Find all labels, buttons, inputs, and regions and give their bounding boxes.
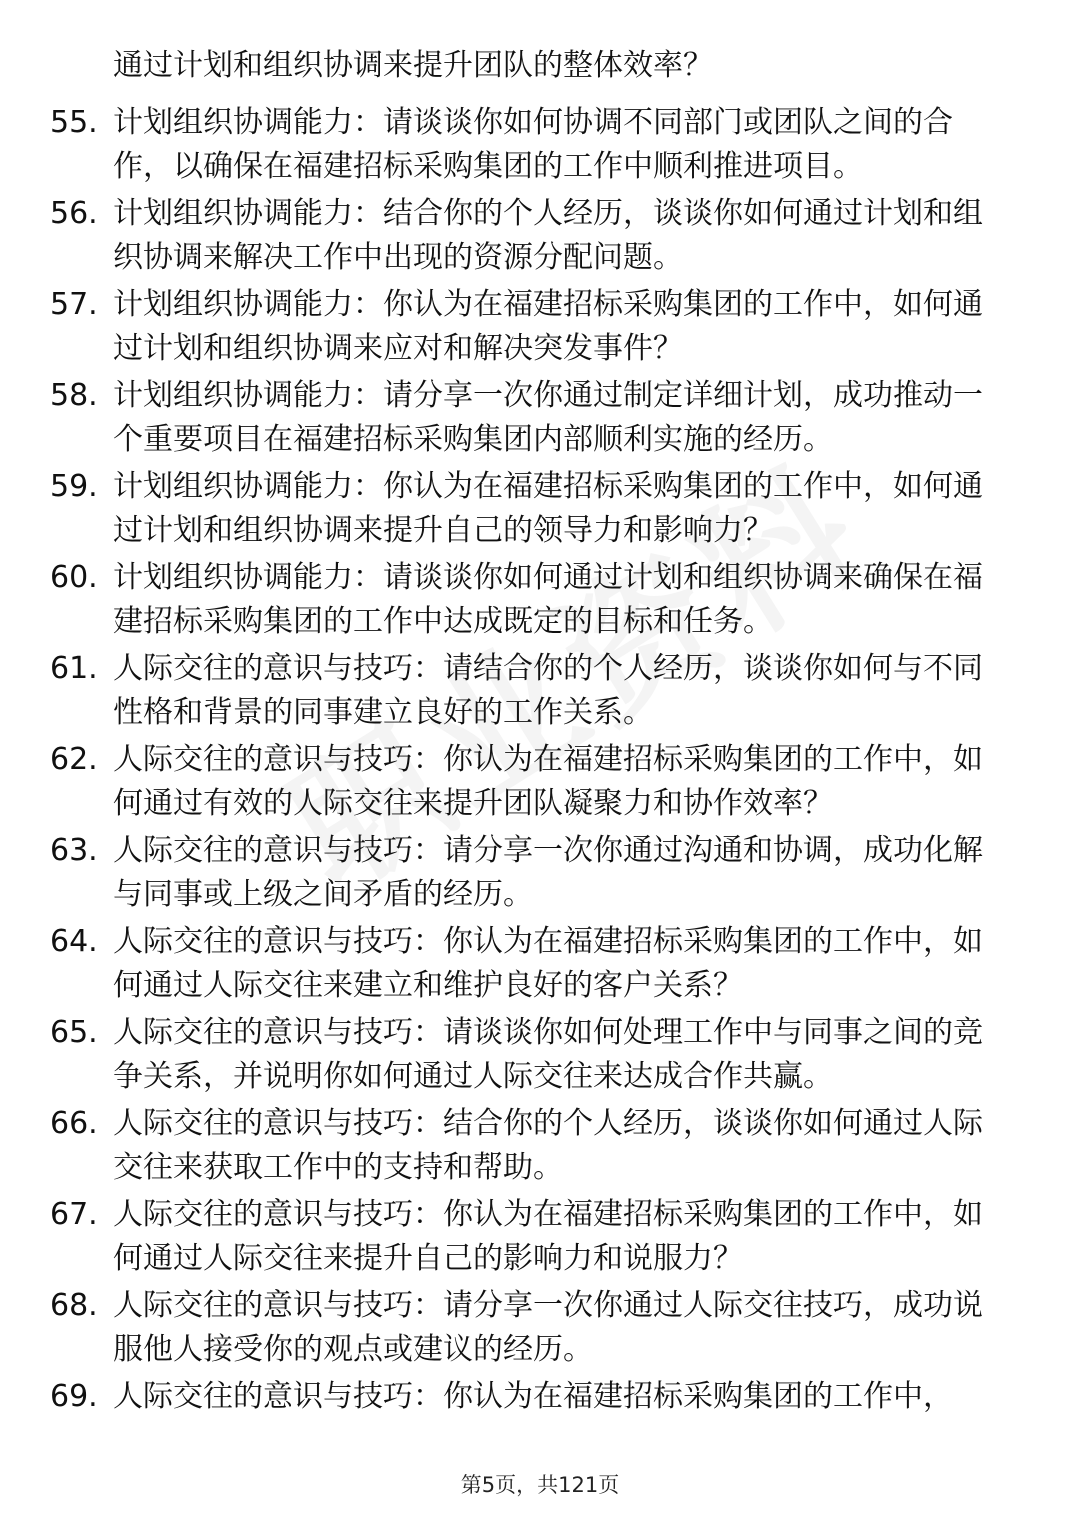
item-number: 56.	[50, 196, 98, 231]
item-text: 人际交往的意识与技巧：你认为在福建招标采购集团的工作中，如何通过有效的人际交往来提升团队凝聚力和协作效率？	[113, 742, 983, 821]
item-number: 58.	[50, 378, 98, 413]
item-text: 计划组织协调能力：请谈谈你如何协调不同部门或团队之间的合作，以确保在福建招标采购集团的工作中顺利推进项目。	[113, 105, 953, 184]
item-text: 人际交往的意识与技巧：你认为在福建招标采购集团的工作中，如何通过人际交往来建立和维护良好的客户关系？	[113, 924, 983, 1003]
item-number: 59.	[50, 469, 98, 504]
item-number: 68.	[50, 1288, 98, 1323]
item-text: 计划组织协调能力：请谈谈你如何通过计划和组织协调来确保在福建招标采购集团的工作中达成既定的目标和任务。	[113, 560, 983, 639]
item-text: 人际交往的意识与技巧：请分享一次你通过人际交往技巧，成功说服他人接受你的观点或建议的经历。	[113, 1288, 983, 1367]
item-text: 人际交往的意识与技巧：请结合你的个人经历，谈谈你如何与不同性格和背景的同事建立良好的工作关系。	[113, 651, 983, 730]
item-number: 66.	[50, 1106, 98, 1141]
item-number: 62.	[50, 742, 98, 777]
item-number: 67.	[50, 1197, 98, 1232]
list-item	[0, 556, 1080, 647]
page-footer: 第5页，共121页	[460, 1473, 620, 1497]
list-item	[0, 647, 1080, 738]
list-item	[0, 920, 1080, 1011]
continuation-text: 通过计划和组织协调来提升团队的整体效率？	[113, 48, 713, 83]
list-item	[0, 1193, 1080, 1284]
list-item	[0, 192, 1080, 283]
item-text: 计划组织协调能力：请分享一次你通过制定详细计划，成功推动一个重要项目在福建招标采购集团内部顺利实施的经历。	[113, 378, 983, 457]
list-item	[0, 1375, 1080, 1466]
list-item	[0, 374, 1080, 465]
item-text: 人际交往的意识与技巧：请分享一次你通过沟通和协调，成功化解与同事或上级之间矛盾的经历。	[113, 833, 983, 912]
question-list	[0, 101, 1080, 1466]
item-text: 人际交往的意识与技巧：你认为在福建招标采购集团的工作中，	[113, 1379, 953, 1414]
item-text: 人际交往的意识与技巧：结合你的个人经历，谈谈你如何通过人际交往来获取工作中的支持和帮助。	[113, 1106, 983, 1185]
list-item	[0, 1102, 1080, 1193]
item-number: 63.	[50, 833, 98, 868]
item-number: 65.	[50, 1015, 98, 1050]
item-number: 60.	[50, 560, 98, 595]
item-number: 57.	[50, 287, 98, 322]
item-text: 计划组织协调能力：你认为在福建招标采购集团的工作中，如何通过计划和组织协调来应对和解决突发事件？	[113, 287, 983, 366]
list-item	[0, 283, 1080, 374]
item-number: 64.	[50, 924, 98, 959]
list-item	[0, 1011, 1080, 1102]
list-item	[0, 829, 1080, 920]
item-number: 55.	[50, 105, 98, 140]
item-text: 计划组织协调能力：你认为在福建招标采购集团的工作中，如何通过计划和组织协调来提升自己的领导力和影响力？	[113, 469, 983, 548]
list-item	[0, 465, 1080, 556]
item-text: 计划组织协调能力：结合你的个人经历，谈谈你如何通过计划和组织协调来解决工作中出现的资源分配问题。	[113, 196, 983, 275]
item-text: 人际交往的意识与技巧：你认为在福建招标采购集团的工作中，如何通过人际交往来提升自己的影响力和说服力？	[113, 1197, 983, 1276]
list-item	[0, 101, 1080, 192]
list-item	[0, 738, 1080, 829]
list-item	[0, 1284, 1080, 1375]
item-number: 69.	[50, 1379, 98, 1414]
item-text: 人际交往的意识与技巧：请谈谈你如何处理工作中与同事之间的竞争关系，并说明你如何通过人际交往来达成合作共赢。	[113, 1015, 983, 1094]
item-number: 61.	[50, 651, 98, 686]
